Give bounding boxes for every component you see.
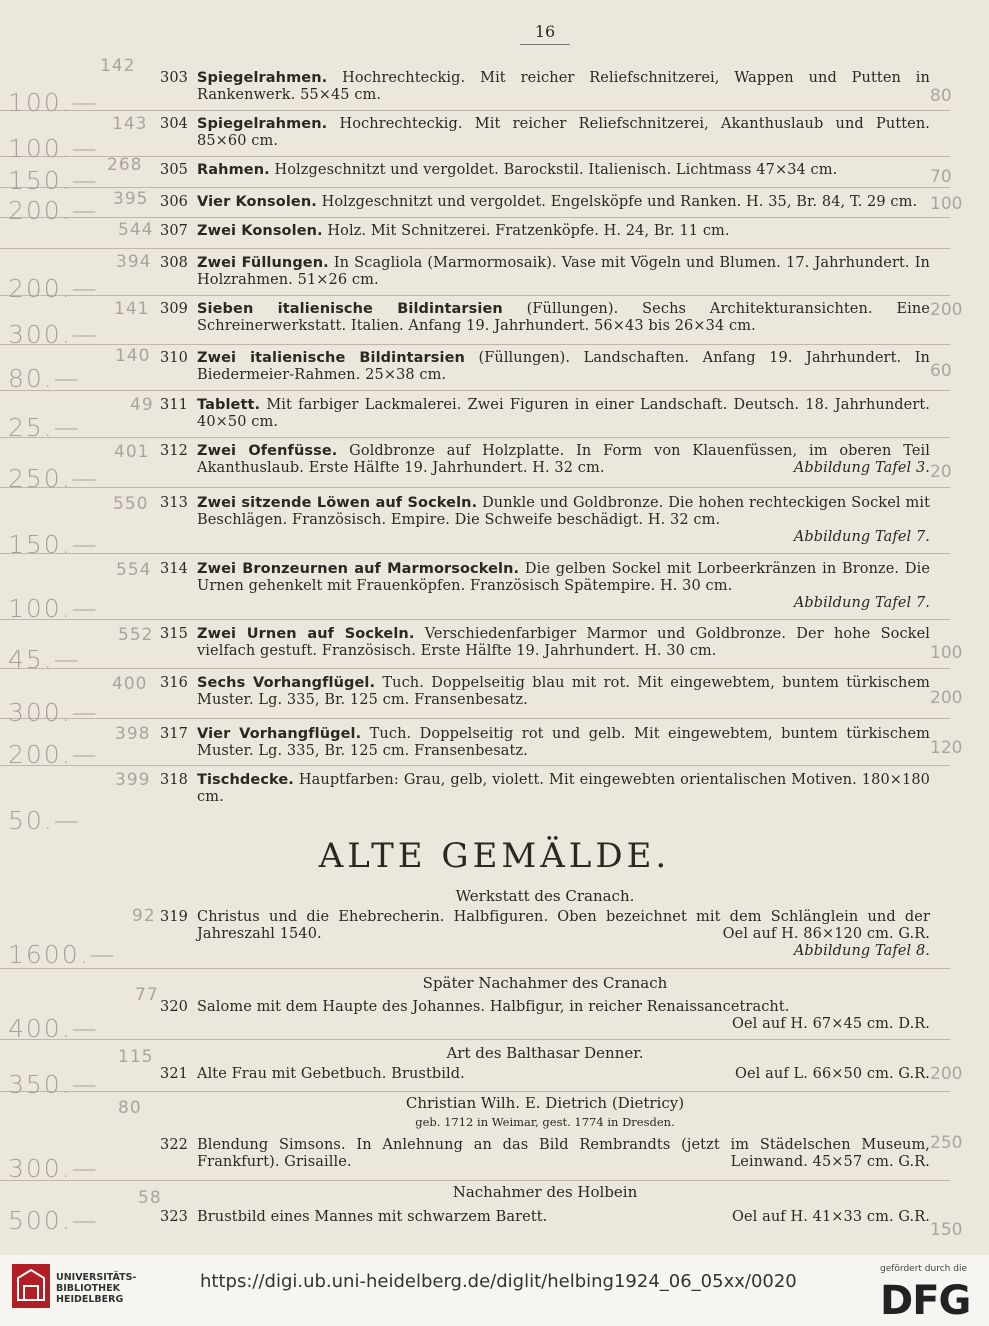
artist-lifedates: geb. 1712 in Weimar, gest. 1774 in Dresden.: [415, 1115, 675, 1129]
handwritten-lot-ref: 400: [112, 674, 148, 694]
handwritten-estimate: 200.—: [8, 740, 99, 769]
entry-309: [160, 301, 930, 335]
entry-title: Vier Konsolen.: [197, 194, 317, 210]
entry-medium: Oel auf L. 66×50 cm. G.R.: [735, 1066, 930, 1082]
entry-text: Mit farbiger Lackmalerei. Zwei Figuren in einer Landschaft. Deutsch. 18. Jahrhundert. 40×50 cm.: [197, 397, 930, 430]
entry-text: Tuch. Doppelseitig rot und gelb. Mit eingewebtem, buntem türkischem Muster. Lg. 335, Br. 125 cm. Fransenbesatz.: [197, 726, 931, 759]
painting-320: [160, 999, 930, 1033]
entry-number: 314: [160, 561, 188, 577]
ledger-rule: [0, 344, 950, 345]
entry-315: [160, 626, 930, 660]
handwritten-lot-ref: 550: [113, 494, 149, 514]
handwritten-result: 100: [930, 194, 963, 214]
entry-317: [160, 726, 930, 760]
ledger-rule: [0, 968, 950, 969]
handwritten-lot-ref: 395: [113, 189, 149, 209]
handwritten-estimate: 200.—: [8, 274, 99, 303]
handwritten-estimate: 150.—: [8, 166, 99, 195]
entry-text: Hochrechteckig. Mit reicher Reliefschnitzerei, Akanthuslaub und Putten. 85×60 cm.: [197, 116, 930, 149]
handwritten-estimate: 400.—: [8, 1014, 99, 1043]
entry-medium: Leinwand. 45×57 cm. G.R.: [730, 1154, 930, 1170]
ledger-rule: [0, 1091, 950, 1092]
handwritten-estimate: 250.—: [8, 464, 99, 493]
handwritten-lot-ref: 141: [114, 299, 150, 319]
entry-medium: Oel auf H. 41×33 cm. G.R.: [732, 1209, 930, 1225]
entry-text: Die gelben Sockel mit Lorbeerkränzen in Bronze. Die Urnen gehenkelt mit Frauenköpfen. Französisch Spätempire. H. 30 cm.: [197, 561, 930, 594]
entry-plate-note: Abbildung Tafel 8.: [793, 943, 930, 959]
handwritten-lot-ref: 554: [116, 560, 152, 580]
handwritten-lot-ref: 58: [138, 1188, 162, 1208]
entry-text: Goldbronze auf Holzplatte. In Form von Klauenfüssen, im oberen Teil Akanthuslaub. Erste Hälfte 19. Jahrhundert. H. 32 cm.: [197, 443, 930, 476]
entry-306: [160, 194, 930, 211]
entry-medium: Oel auf H. 86×120 cm. G.R.: [722, 926, 930, 942]
handwritten-lot-ref: 143: [112, 114, 148, 134]
handwritten-estimate: 100.—: [8, 134, 99, 163]
entry-title: Tablett.: [197, 397, 261, 413]
entry-title: Zwei Urnen auf Sockeln.: [197, 626, 415, 642]
funding-label: gefördert durch die: [880, 1264, 967, 1274]
entry-311: [160, 397, 930, 431]
entry-310: [160, 350, 930, 384]
page-number-rule: [520, 44, 570, 45]
entry-plate-note: Abbildung Tafel 3.: [793, 460, 930, 476]
entry-316: [160, 675, 930, 709]
university-name-line: UNIVERSITÄTS-: [56, 1272, 137, 1283]
entry-number: 308: [160, 255, 188, 271]
ledger-rule: [0, 1180, 950, 1181]
entry-text: Alte Frau mit Gebetbuch. Brustbild.: [197, 1066, 465, 1082]
handwritten-result: 20: [930, 462, 952, 482]
entry-text: Holzgeschnitzt und vergoldet. Engelsköpfe und Ranken. H. 35, Br. 84, T. 29 cm.: [316, 194, 918, 210]
entry-number: 303: [160, 70, 188, 86]
entry-304: [160, 116, 930, 150]
entry-title: Zwei Ofenfüsse.: [197, 443, 338, 459]
page-number: 16: [534, 22, 556, 41]
entry-number: 315: [160, 626, 188, 642]
ledger-rule: [0, 1039, 950, 1040]
handwritten-lot-ref: 552: [118, 625, 154, 645]
handwritten-lot-ref: 140: [115, 346, 151, 366]
ledger-rule: [0, 487, 950, 488]
entry-title: Zwei Konsolen.: [197, 223, 323, 239]
entry-plate-note: Abbildung Tafel 7.: [793, 595, 930, 611]
handwritten-lot-ref: 49: [130, 395, 154, 415]
artist-heading: Nachahmer des Holbein: [452, 1183, 638, 1201]
university-name: [56, 1272, 136, 1305]
entry-number: 307: [160, 223, 188, 239]
entry-307: [160, 223, 930, 240]
entry-text: Dunkle und Goldbronze. Die hohen rechteckigen Sockel mit Beschlägen. Französisch. Empire. Die Schweife beschädigt. H. 32 cm.: [197, 495, 931, 528]
handwritten-lot-ref: 398: [115, 724, 151, 744]
entry-medium: Oel auf H. 67×45 cm. D.R.: [731, 1016, 930, 1032]
entry-text: (Füllungen). Landschaften. Anfang 19. Jahrhundert. In Biedermeier-Rahmen. 25×38 cm.: [197, 350, 930, 383]
handwritten-estimate: 200.—: [8, 196, 99, 225]
handwritten-estimate: 150.—: [8, 530, 99, 559]
entry-312: [160, 443, 930, 477]
permalink[interactable]: https://digi.ub.uni-heidelberg.de/diglit/helbing1924_06_05xx/0020: [200, 1271, 797, 1292]
handwritten-estimate: 300.—: [8, 1154, 99, 1183]
entry-title: Spiegelrahmen.: [197, 116, 328, 132]
entry-number: 319: [160, 909, 188, 925]
dfg-logo: DFG: [880, 1278, 971, 1324]
ledger-rule: [0, 668, 950, 669]
handwritten-lot-ref: 77: [135, 985, 159, 1005]
handwritten-estimate: 100.—: [8, 88, 99, 117]
handwritten-result: 70: [930, 167, 952, 187]
ledger-rule: [0, 619, 950, 620]
entry-title: Sechs Vorhangflügel.: [197, 675, 376, 691]
entry-314: [160, 561, 930, 612]
handwritten-result: 80: [930, 86, 952, 106]
entry-303: [160, 70, 930, 104]
handwritten-result: 200: [930, 1064, 963, 1084]
handwritten-lot-ref: 394: [116, 252, 152, 272]
entry-title: Rahmen.: [197, 162, 270, 178]
entry-title: Zwei italienische Bildintarsien: [197, 350, 465, 366]
handwritten-lot-ref: 399: [115, 770, 151, 790]
entry-305: [160, 162, 930, 179]
entry-number: 304: [160, 116, 188, 132]
university-logo-icon: [12, 1264, 50, 1308]
entry-number: 323: [160, 1209, 188, 1225]
handwritten-lot-ref: 401: [114, 442, 150, 462]
handwritten-lot-ref: 544: [118, 220, 154, 240]
ledger-rule: [0, 187, 950, 188]
ledger-rule: [0, 217, 950, 218]
entry-text: Brustbild eines Mannes mit schwarzem Barett.: [197, 1209, 548, 1225]
entry-number: 320: [160, 999, 188, 1015]
entry-318: [160, 772, 930, 806]
handwritten-estimate: 500.—: [8, 1206, 99, 1235]
entry-number: 305: [160, 162, 188, 178]
ledger-rule: [0, 295, 950, 296]
artist-heading: Christian Wilh. E. Dietrich (Dietricy): [405, 1094, 685, 1112]
entry-text: Hauptfarben: Grau, gelb, violett. Mit eingewebten orientalischen Motiven. 180×180 cm.: [197, 772, 930, 805]
handwritten-result: 120: [930, 738, 963, 758]
entry-title: Sieben italienische Bildintarsien: [197, 301, 503, 317]
handwritten-estimate: 45.—: [8, 645, 81, 674]
entry-number: 318: [160, 772, 188, 788]
painting-322: [160, 1137, 930, 1171]
entry-title: Zwei Füllungen.: [197, 255, 329, 271]
entry-number: 309: [160, 301, 188, 317]
handwritten-result: 250: [930, 1133, 963, 1153]
handwritten-lot-ref: 80: [118, 1098, 142, 1118]
handwritten-lot-ref: 115: [118, 1047, 154, 1067]
entry-text: Blendung Simsons. In Anlehnung an das Bild Rembrandts (jetzt im Städelschen Museum, Frankfurt). Grisaille.: [197, 1137, 930, 1170]
entry-title: Tischdecke.: [197, 772, 294, 788]
entry-text: Salome mit dem Haupte des Johannes. Halbfigur, in reicher Renaissancetracht.: [197, 999, 790, 1015]
ledger-rule: [0, 156, 950, 157]
entry-313: [160, 495, 930, 546]
handwritten-estimate: 1600.—: [8, 940, 117, 969]
handwritten-estimate: 100.—: [8, 594, 99, 623]
university-name-line: BIBLIOTHEK: [56, 1283, 120, 1294]
handwritten-estimate: 350.—: [8, 1070, 99, 1099]
handwritten-result: 100: [930, 643, 963, 663]
ledger-rule: [0, 248, 950, 249]
section-heading: ALTE GEMÄLDE.: [318, 836, 671, 876]
entry-number: 316: [160, 675, 188, 691]
handwritten-result: 200: [930, 688, 963, 708]
ledger-rule: [0, 718, 950, 719]
entry-number: 317: [160, 726, 188, 742]
entry-number: 310: [160, 350, 188, 366]
entry-number: 312: [160, 443, 188, 459]
ledger-rule: [0, 553, 950, 554]
handwritten-estimate: 50.—: [8, 806, 81, 835]
entry-text: In Scagliola (Marmormosaik). Vase mit Vögeln und Blumen. 17. Jahrhundert. In Holzrahmen. 51×26 cm.: [197, 255, 930, 288]
handwritten-result: 60: [930, 361, 952, 381]
entry-number: 306: [160, 194, 188, 210]
entry-text: Christus und die Ehebrecherin. Halbfiguren. Oben bezeichnet mit dem Schlänglein und der Jahreszahl 1540.: [197, 909, 930, 942]
handwritten-lot-ref: 268: [107, 155, 143, 175]
entry-plate-note: Abbildung Tafel 7.: [793, 529, 930, 545]
handwritten-estimate: 300.—: [8, 320, 99, 349]
painting-319: [160, 909, 930, 960]
handwritten-estimate: 25.—: [8, 413, 81, 442]
entry-text: Verschiedenfarbiger Marmor und Goldbronze. Der hohe Sockel vielfach gestuft. Französisch. Erste Hälfte 19. Jahrhundert. H. 30 cm.: [197, 626, 930, 659]
entry-308: [160, 255, 930, 289]
ledger-rule: [0, 437, 950, 438]
handwritten-lot-ref: 142: [100, 56, 136, 76]
handwritten-result: 150: [930, 1220, 963, 1240]
handwritten-estimate: 300.—: [8, 698, 99, 727]
entry-title: Zwei sitzende Löwen auf Sockeln.: [197, 495, 478, 511]
handwritten-estimate: 80.—: [8, 364, 81, 393]
entry-text: Hochrechteckig. Mit reicher Reliefschnitzerei, Wappen und Putten in Rankenwerk. 55×45 cm.: [197, 70, 930, 103]
entry-number: 321: [160, 1066, 188, 1082]
handwritten-lot-ref: 92: [132, 906, 156, 926]
painting-323: [160, 1209, 930, 1226]
entry-text: (Füllungen). Sechs Architekturansichten. Eine Schreinerwerkstatt. Italien. Anfang 19. Jahrhundert. 56×43 bis 26×34 cm.: [197, 301, 930, 334]
entry-title: Zwei Bronzeurnen auf Marmorsockeln.: [197, 561, 520, 577]
artist-heading: Art des Balthasar Denner.: [446, 1044, 644, 1062]
artist-heading: Werkstatt des Cranach.: [455, 887, 635, 905]
ledger-rule: [0, 390, 950, 391]
entry-text: Tuch. Doppelseitig blau mit rot. Mit eingewebtem, buntem türkischem Muster. Lg. 335, Br. 125 cm. Fransenbesatz.: [197, 675, 930, 708]
entry-title: Vier Vorhangflügel.: [197, 726, 362, 742]
painting-321: [160, 1066, 930, 1083]
university-name-line: HEIDELBERG: [56, 1294, 124, 1305]
entry-text: Holzgeschnitzt und vergoldet. Barockstil. Italienisch. Lichtmass 47×34 cm.: [269, 162, 838, 178]
entry-number: 311: [160, 397, 188, 413]
artist-heading: Später Nachahmer des Cranach: [422, 974, 668, 992]
entry-number: 313: [160, 495, 188, 511]
entry-number: 322: [160, 1137, 188, 1153]
handwritten-result: 200: [930, 300, 963, 320]
entry-title: Spiegelrahmen.: [197, 70, 328, 86]
ledger-rule: [0, 110, 950, 111]
entry-text: Holz. Mit Schnitzerei. Fratzenköpfe. H. 24, Br. 11 cm.: [322, 223, 730, 239]
ledger-rule: [0, 765, 950, 766]
